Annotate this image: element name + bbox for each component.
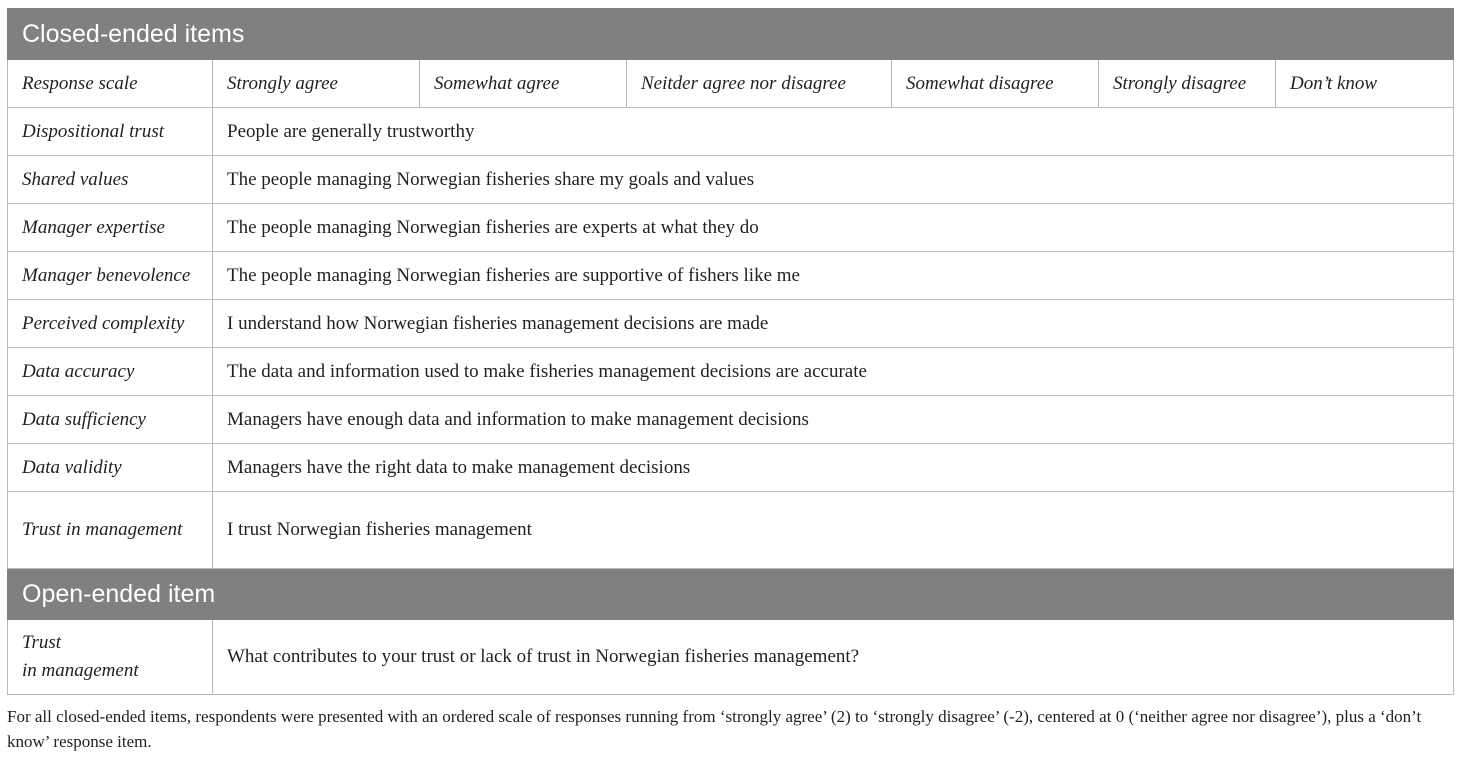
item-text: The data and information used to make fisheries management decisions are accurate [213, 348, 1454, 396]
construct-label: Shared values [8, 156, 213, 204]
construct-label: Trust in management [8, 492, 213, 569]
table-row [8, 492, 1454, 569]
table-footnote: For all closed-ended items, respondents were presented with an ordered scale of responses running from ‘strongly agree’ (2) to ‘strongly disagree’ (-2), centered at 0 (‘neither agree nor disagree’), plus a ‘don’t know’ response item. [7, 707, 1422, 751]
table-row [8, 620, 1454, 695]
table-row [8, 204, 1454, 252]
construct-label: Data validity [8, 444, 213, 492]
item-text: Managers have enough data and information to make management decisions [213, 396, 1454, 444]
item-text: The people managing Norwegian fisheries are supportive of fishers like me [213, 252, 1454, 300]
scale-option: Strongly disagree [1099, 60, 1276, 108]
closed-section-title: Closed-ended items [8, 9, 1454, 60]
item-text: Managers have the right data to make management decisions [213, 444, 1454, 492]
scale-option: Somewhat disagree [892, 60, 1099, 108]
scale-option: Don’t know [1276, 60, 1454, 108]
closed-section-header [8, 9, 1454, 60]
item-text: People are generally trustworthy [213, 108, 1454, 156]
construct-label: Dispositional trust [8, 108, 213, 156]
construct-label: Manager expertise [8, 204, 213, 252]
survey-items-table [7, 8, 1454, 695]
table-row [8, 444, 1454, 492]
scale-option: Strongly agree [213, 60, 420, 108]
table-row [8, 108, 1454, 156]
construct-label [8, 620, 213, 695]
table-row [8, 252, 1454, 300]
item-text: I understand how Norwegian fisheries management decisions are made [213, 300, 1454, 348]
table-row [8, 300, 1454, 348]
open-section-title: Open-ended item [8, 569, 1454, 620]
table-row [8, 396, 1454, 444]
construct-label: Perceived complexity [8, 300, 213, 348]
open-section-header [8, 569, 1454, 620]
item-text: What contributes to your trust or lack of trust in Norwegian fisheries management? [213, 620, 1454, 695]
table-row [8, 156, 1454, 204]
construct-label-line: Trust [22, 632, 62, 653]
table-row [8, 348, 1454, 396]
item-text: The people managing Norwegian fisheries are experts at what they do [213, 204, 1454, 252]
construct-label: Manager benevolence [8, 252, 213, 300]
response-scale-label: Response scale [8, 60, 213, 108]
construct-label-line: in management [22, 660, 139, 681]
scale-option: Somewhat agree [420, 60, 627, 108]
response-scale-row [8, 60, 1454, 108]
construct-label: Data accuracy [8, 348, 213, 396]
construct-label: Data sufficiency [8, 396, 213, 444]
scale-option: Neitder agree nor disagree [627, 60, 892, 108]
item-text: The people managing Norwegian fisheries share my goals and values [213, 156, 1454, 204]
item-text: I trust Norwegian fisheries management [213, 492, 1454, 569]
